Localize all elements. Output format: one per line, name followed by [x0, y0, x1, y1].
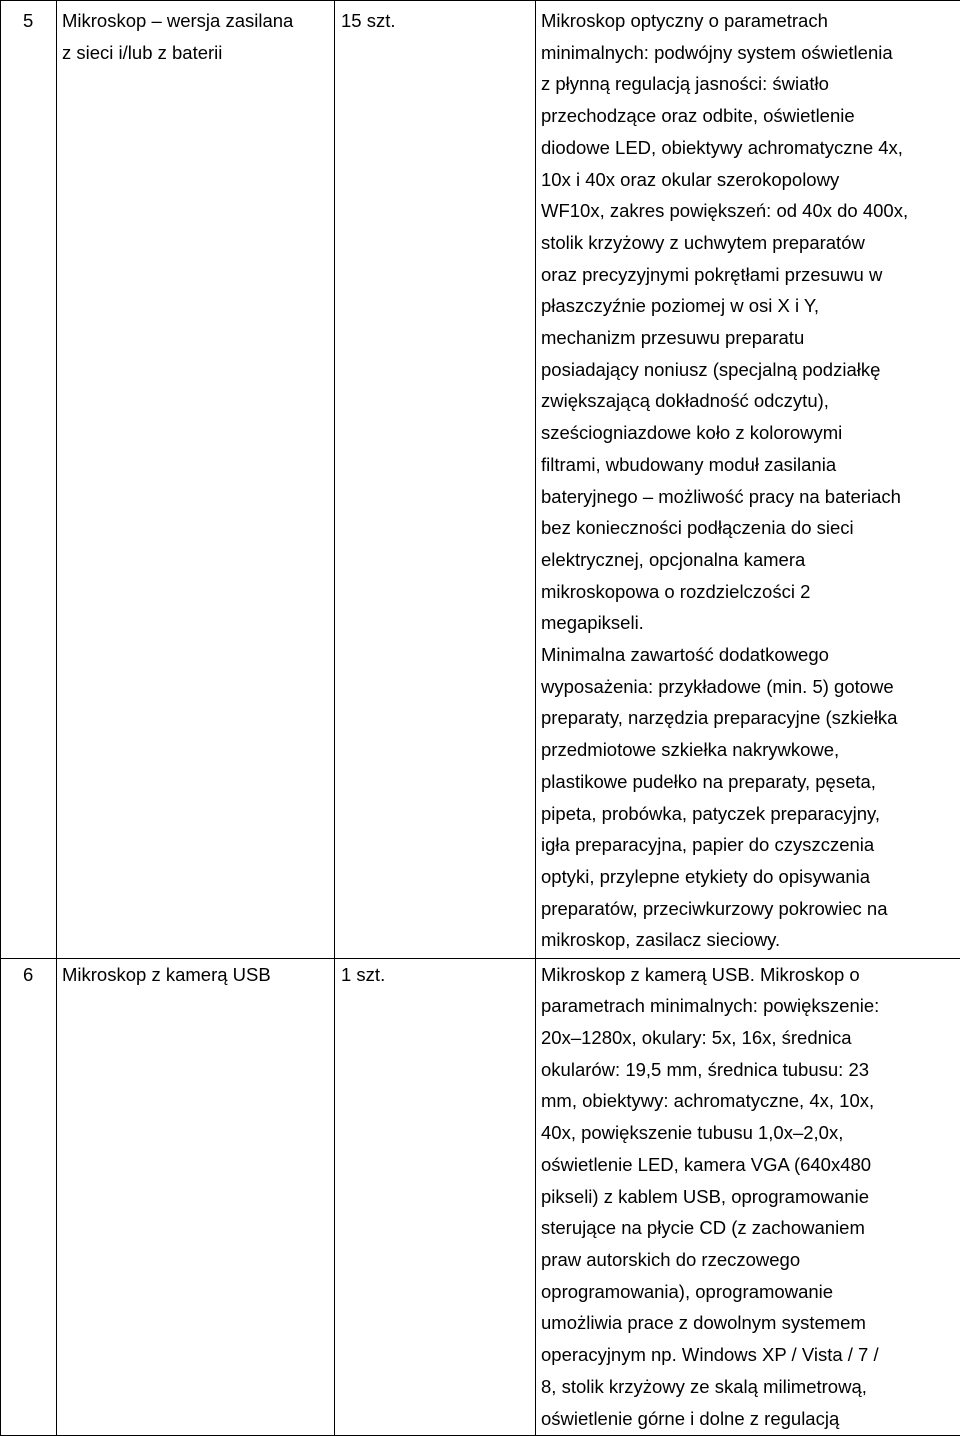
- description-line: oprogramowania), oprogramowanie: [541, 1280, 834, 1302]
- description-line: Minimalna zawartość dodatkowego: [541, 644, 829, 666]
- description-line: diodowe LED, obiektywy achromatyczne 4x,: [541, 136, 903, 158]
- quantity: 1 szt.: [341, 963, 386, 985]
- description-line: oraz precyzyjnymi pokrętłami przesuwu w: [541, 263, 883, 285]
- item-name: Mikroskop z kamerą USB: [62, 963, 271, 985]
- description-line: mm, obiektywy: achromatyczne, 4x, 10x,: [541, 1090, 875, 1112]
- description-line: praw autorskich do rzeczowego: [541, 1248, 801, 1270]
- description-line: mikroskopowa o rozdzielczości 2: [541, 580, 811, 602]
- description-line: zwiększającą dokładność odczytu),: [541, 390, 829, 412]
- description-cell: [536, 958, 960, 1435]
- table-row: [1, 958, 960, 1435]
- description-line: stolik krzyżowy z uchwytem preparatów: [541, 231, 865, 253]
- description-line: płaszczyźnie poziomej w osi X i Y,: [541, 295, 819, 317]
- description-line: posiadający noniusz (specjalną podziałkę: [541, 358, 881, 380]
- description-line: WF10x, zakres powiększeń: od 40x do 400x,: [541, 200, 909, 222]
- description-line: igła preparacyjna, papier do czyszczenia: [541, 834, 875, 856]
- description-line: minimalnych: podwójny system oświetlenia: [541, 41, 893, 63]
- description-line: bateryjnego – możliwość pracy na bateriach: [541, 485, 901, 507]
- quantity-cell: [335, 1, 536, 959]
- description-line: plastikowe pudełko na preparaty, pęseta,: [541, 770, 876, 792]
- description-line: pikseli) z kablem USB, oprogramowanie: [541, 1185, 869, 1207]
- description-line: preparaty, narzędzia preparacyjne (szkiełka: [541, 707, 898, 729]
- description-line: filtrami, wbudowany moduł zasilania: [541, 453, 837, 475]
- description-line: umożliwia prace z dowolnym systemem: [541, 1312, 866, 1334]
- description-line: mikroskop, zasilacz sieciowy.: [541, 929, 781, 951]
- description-line: z płynną regulacją jasności: światło: [541, 73, 829, 95]
- row-number-cell: [1, 958, 57, 1435]
- description-line: 10x i 40x oraz okular szerokopolowy: [541, 168, 840, 190]
- description-line: sześciogniazdowe koło z kolorowymi: [541, 422, 843, 444]
- description-line: bez konieczności podłączenia do sieci: [541, 517, 854, 539]
- description-line: Mikroskop optyczny o parametrach: [541, 10, 828, 31]
- description-cell: [536, 1, 960, 959]
- description-line: przedmiotowe szkiełka nakrywkowe,: [541, 739, 840, 761]
- row-number-cell: [1, 1, 57, 959]
- row-number: 5: [23, 10, 34, 31]
- description-line: oświetlenie LED, kamera VGA (640x480: [541, 1153, 872, 1175]
- item-description: [541, 1, 960, 956]
- description-line: przechodzące oraz odbite, oświetlenie: [541, 105, 855, 127]
- item-name: Mikroskop – wersja zasilana z sieci i/lub z baterii: [62, 10, 294, 63]
- description-line: operacyjnym np. Windows XP / Vista / 7 /: [541, 1344, 879, 1366]
- description-line: mechanizm przesuwu preparatu: [541, 327, 805, 349]
- description-line: optyki, przylepne etykiety do opisywania: [541, 865, 871, 887]
- description-line: 40x, powiększenie tubusu 1,0x–2,0x,: [541, 1122, 844, 1144]
- quantity-cell: [335, 958, 536, 1435]
- description-line: okularów: 19,5 mm, średnica tubusu: 23: [541, 1058, 870, 1080]
- description-line: sterujące na płycie CD (z zachowaniem: [541, 1217, 865, 1239]
- description-line: wyposażenia: przykładowe (min. 5) gotowe: [541, 675, 894, 697]
- description-line: parametrach minimalnych: powiększenie:: [541, 995, 880, 1017]
- item-name-cell: [57, 958, 335, 1435]
- description-line: elektrycznej, opcjonalna kamera: [541, 548, 806, 570]
- description-line: 8, stolik krzyżowy ze skalą milimetrową,: [541, 1375, 867, 1397]
- description-line: megapikseli.: [541, 612, 644, 634]
- quantity: 15 szt.: [341, 10, 396, 31]
- table-row: [1, 1, 960, 959]
- item-name-cell: [57, 1, 335, 959]
- description-line: preparatów, przeciwkurzowy pokrowiec na: [541, 897, 888, 919]
- description-line: Mikroskop z kamerą USB. Mikroskop o: [541, 963, 860, 985]
- description-line: oświetlenie górne i dolne z regulacją: [541, 1407, 840, 1429]
- description-line: pipeta, probówka, patyczek preparacyjny,: [541, 802, 881, 824]
- row-number: 6: [23, 963, 34, 985]
- item-description: [541, 959, 960, 1435]
- description-line: 20x–1280x, okulary: 5x, 16x, średnica: [541, 1027, 852, 1049]
